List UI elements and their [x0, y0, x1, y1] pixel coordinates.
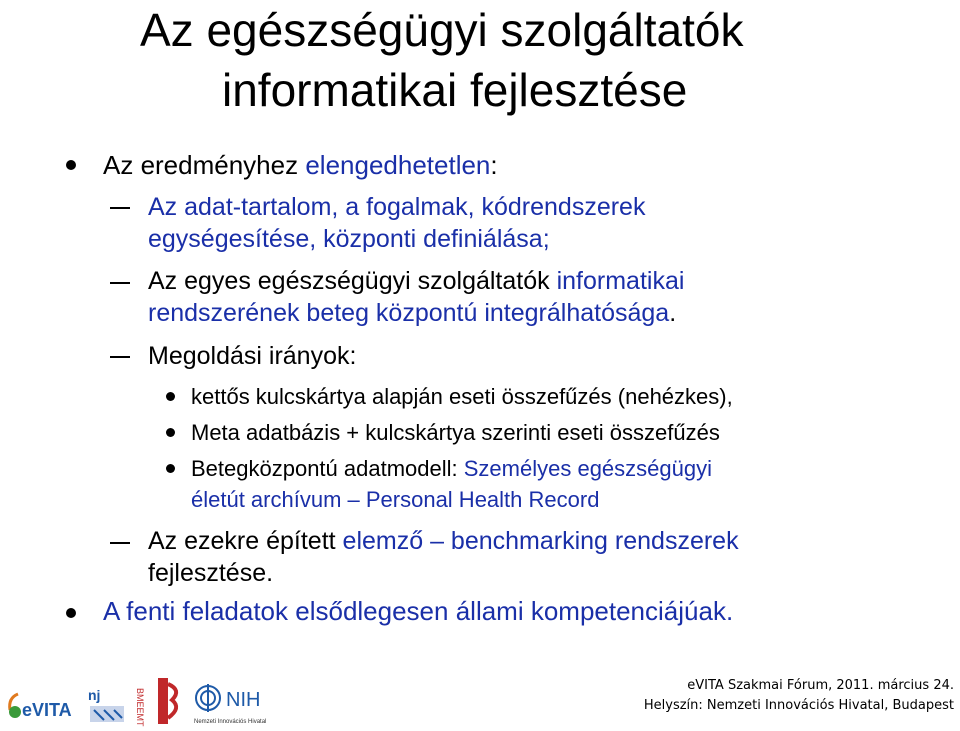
text-emphasis: életút archívum – Personal Health Record: [191, 487, 600, 512]
text-plain: Az ezekre épített: [148, 527, 343, 555]
text-emphasis: elemző – benchmarking rendszerek: [342, 527, 739, 555]
dash-szolgaltatok: [148, 265, 684, 329]
bullet-allami: A fenti feladatok elsődlegesen állami kompetenciájúak.: [103, 596, 734, 626]
bme-letters: BMEEMT: [135, 688, 145, 727]
sub-bullet-dot: [166, 392, 175, 401]
nih-text: NIH: [226, 689, 261, 711]
text-line: Az adat-tartalom, a fogalmak, kódrendszerek: [148, 193, 646, 221]
text-emphasis: Személyes egészségügyi: [463, 456, 712, 481]
sub-bullet-dot: [166, 464, 175, 473]
dash-marker: [110, 282, 130, 284]
text-plain: .: [669, 299, 677, 327]
bullet-dot: [66, 160, 76, 170]
text-plain: :: [490, 150, 498, 180]
text-plain: Az egyes egészségügyi szolgáltatók: [148, 267, 557, 295]
text-emphasis: elengedhetetlen: [305, 150, 491, 180]
sub-bullet-meta: Meta adatbázis + kulcskártya szerinti eseti összefűzés: [191, 420, 720, 445]
dash-ezekre: [148, 525, 739, 589]
title-line-1: Az egészségügyi szolgáltatók: [140, 4, 744, 56]
sub-bullet-kettos: kettős kulcskártya alapján eseti összefűzés (nehézkes),: [191, 384, 733, 409]
title-line-2: informatikai fejlesztése: [222, 64, 688, 116]
nj-text: nj: [88, 687, 101, 703]
footer-location: Helyszín: Nemzeti Innovációs Hivatal, Budapest: [643, 698, 954, 713]
nih-logo: [192, 676, 282, 726]
text-line: egységesítése, központi definiálása;: [148, 225, 550, 253]
dash-marker: [110, 356, 130, 358]
text-plain: Az eredményhez: [103, 150, 306, 180]
bullet-eredmeny: [103, 149, 498, 181]
footer-event: eVITA Szakmai Fórum, 2011. március 24.: [687, 678, 954, 693]
bullet-dot: [66, 608, 76, 618]
sub-bullet-dot: [166, 428, 175, 437]
text-emphasis: informatikai: [556, 267, 685, 295]
text-plain: Betegközpontú adatmodell:: [191, 456, 464, 481]
text-emphasis: rendszerének beteg központú integrálhatósága: [148, 299, 670, 327]
evita-logo: [6, 680, 78, 724]
bme-emt-logo: [135, 676, 186, 727]
nj-logo: [86, 684, 128, 724]
nih-subtitle: Nemzeti Innovációs Hivatal: [194, 719, 267, 725]
evita-text: eVITA: [22, 700, 72, 720]
text-line: fejlesztése.: [148, 559, 274, 587]
sub-bullet-betegkozpontu: [191, 453, 712, 515]
dash-marker: [110, 207, 130, 209]
dash-marker: [110, 542, 130, 544]
dash-adattartalom: [148, 191, 645, 255]
dash-megoldasi: Megoldási irányok:: [148, 342, 357, 370]
